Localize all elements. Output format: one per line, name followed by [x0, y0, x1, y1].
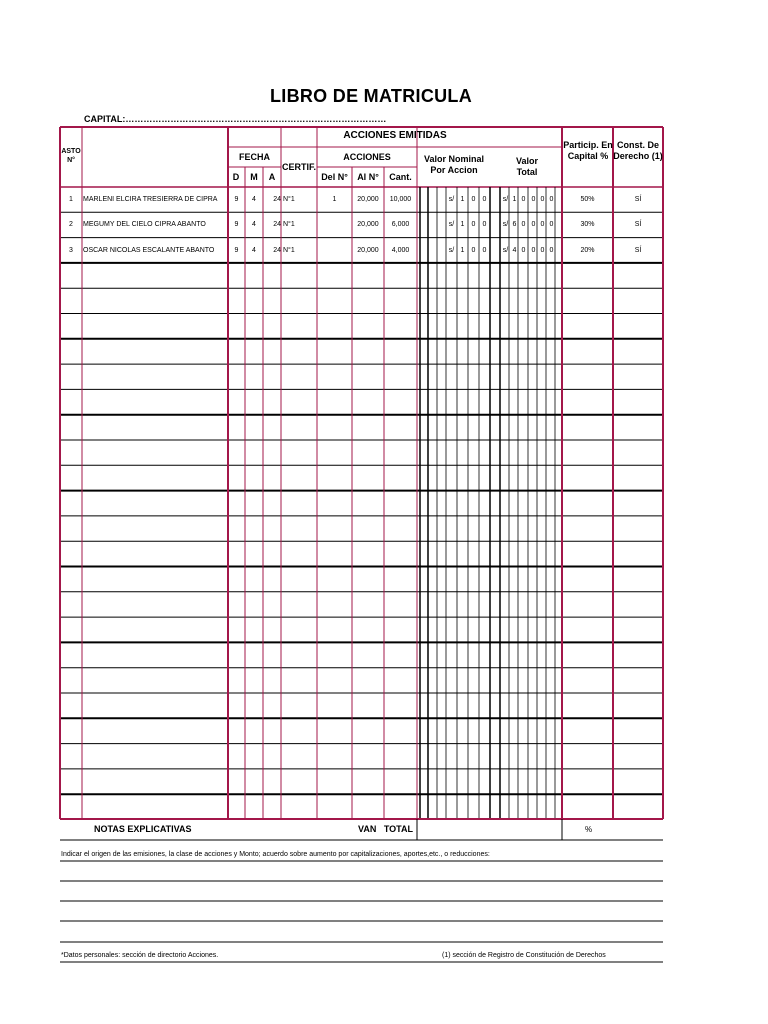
row-const: SÍ — [634, 196, 642, 203]
row-valor-total-digit: 0 — [540, 196, 545, 203]
row-valor-nominal-digit: 0 — [471, 246, 476, 254]
row-valor-total-digit: 0 — [521, 196, 526, 203]
header-al: Al N° — [357, 172, 379, 182]
row-al: 20,000 — [357, 246, 379, 254]
row-d: 9 — [234, 221, 239, 229]
row-valor-nominal-digit: 0 — [482, 196, 487, 203]
row-valor-total-digit: 6 — [512, 221, 517, 229]
row-valor-nominal-digit: 1 — [460, 196, 465, 203]
row-valor-total-digit: 4 — [512, 246, 517, 254]
header-particip: Particip. En Capital % — [563, 140, 613, 161]
row-valor-nominal-digit: 0 — [482, 221, 487, 229]
row-cant: 6,000 — [391, 221, 410, 229]
row-n: 1 — [69, 196, 73, 203]
row-a: 24 — [273, 221, 281, 229]
row-del: 1 — [332, 196, 337, 203]
row-valor-total-digit: 0 — [531, 196, 536, 203]
row-valor-total-digit: 0 — [549, 196, 554, 203]
row-const: SÍ — [634, 221, 642, 229]
row-particip: 30% — [580, 221, 595, 229]
row-valor-total-digit: 0 — [540, 221, 545, 229]
row-valor-nominal-digit: 0 — [471, 221, 476, 229]
row-valor-total-digit: 0 — [549, 246, 554, 254]
header-m: M — [250, 172, 258, 182]
row-valor-total-digit: s/ — [502, 221, 509, 229]
row-n: 3 — [69, 246, 73, 254]
header-valor-nominal: Valor Nominal Por Accion — [423, 154, 485, 175]
row-al: 20,000 — [357, 221, 379, 229]
header-fecha: FECHA — [239, 152, 270, 162]
row-particip: 50% — [580, 196, 595, 203]
row-valor-nominal-digit: s/ — [448, 246, 455, 254]
header-asto: ASTO N° — [61, 148, 81, 164]
seccion-registro-note: (1) sección de Registro de Constitución de Derechos — [442, 952, 606, 959]
header-cant: Cant. — [389, 172, 412, 182]
row-m: 4 — [252, 196, 256, 203]
header-d: D — [232, 172, 240, 182]
row-d: 9 — [234, 196, 239, 203]
header-certif: CERTIF. — [281, 162, 316, 172]
header-valor-total: Valor Total — [515, 156, 538, 177]
row-certif: N°1 — [283, 221, 295, 229]
header-del: Del N° — [321, 172, 348, 182]
row-m: 4 — [252, 221, 256, 229]
total-percent-sign: % — [585, 825, 593, 834]
row-a: 24 — [273, 196, 281, 203]
row-valor-total-digit: 0 — [540, 246, 545, 254]
header-acciones-emitidas: ACCIONES EMITIDAS — [343, 130, 447, 141]
row-valor-nominal-digit: s/ — [448, 221, 455, 229]
row-m: 4 — [252, 246, 256, 254]
row-valor-nominal-digit: 1 — [460, 246, 465, 254]
row-name: OSCAR NICOLAS ESCALANTE ABANTO — [83, 246, 215, 254]
row-valor-total-digit: 0 — [531, 246, 536, 254]
row-certif: N°1 — [283, 196, 295, 203]
row-cant: 10,000 — [389, 196, 412, 203]
row-particip: 20% — [580, 246, 595, 254]
row-n: 2 — [69, 221, 73, 229]
row-valor-total-digit: 0 — [521, 246, 526, 254]
row-valor-total-digit: 0 — [531, 221, 536, 229]
header-acciones: ACCIONES — [343, 152, 391, 162]
row-valor-total-digit: 0 — [521, 221, 526, 229]
row-al: 20,000 — [357, 196, 379, 203]
row-valor-nominal-digit: 0 — [471, 196, 476, 203]
row-cant: 4,000 — [391, 246, 410, 254]
row-valor-total-digit: s/ — [502, 246, 509, 254]
row-valor-nominal-digit: 1 — [460, 221, 465, 229]
row-d: 9 — [234, 246, 239, 254]
row-valor-total-digit: 1 — [512, 196, 517, 203]
van-total-label: VAN TOTAL — [358, 824, 413, 834]
indicar-text: Indicar el origen de las emisiones, la clase de acciones y Monto; acuerdo sobre aumento por capitalizaciones, aportes,etc., o reducciones: — [61, 851, 490, 858]
datos-personales-note: *Datos personales: sección de directorio Acciones. — [61, 952, 219, 959]
capital-label: CAPITAL:…………………………………………………………………………… — [84, 114, 387, 124]
page-title: LIBRO DE MATRICULA — [269, 86, 473, 106]
row-name: MARLENI ELCIRA TRESIERRA DE CIPRA — [83, 196, 218, 203]
row-a: 24 — [273, 246, 281, 254]
header-const: Const. De Derecho (1) — [613, 140, 663, 161]
row-valor-nominal-digit: s/ — [448, 196, 455, 203]
row-const: SÍ — [634, 246, 642, 254]
row-name: MEGUMY DEL CIELO CIPRA ABANTO — [83, 221, 206, 229]
row-certif: N°1 — [283, 246, 295, 254]
notas-explicativas: NOTAS EXPLICATIVAS — [94, 824, 192, 834]
row-valor-total-digit: 0 — [549, 221, 554, 229]
header-a: A — [268, 172, 276, 182]
row-valor-total-digit: s/ — [502, 196, 509, 203]
row-valor-nominal-digit: 0 — [482, 246, 487, 254]
